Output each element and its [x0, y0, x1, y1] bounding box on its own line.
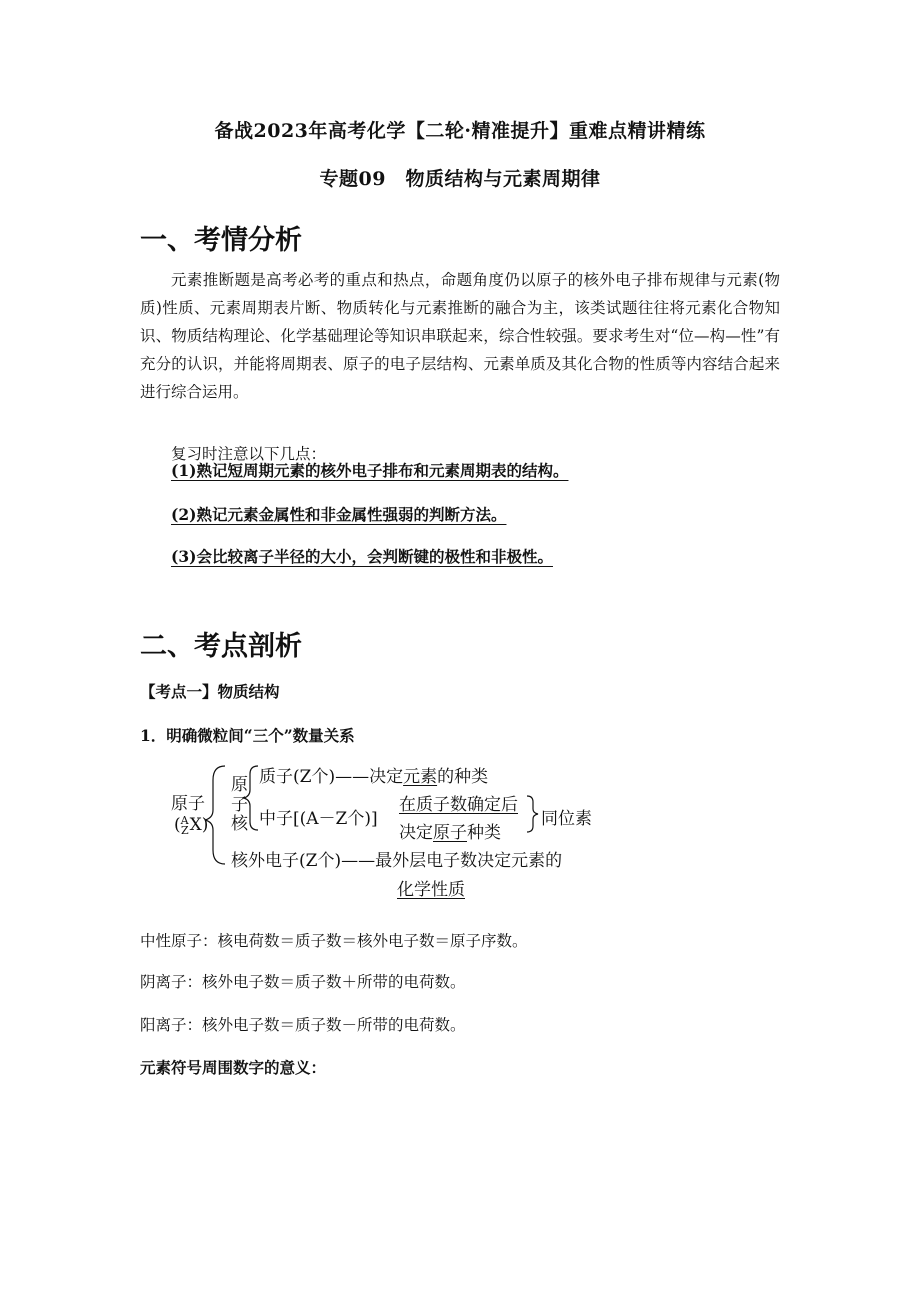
- diagram-isotope-label: 同位素: [541, 809, 592, 829]
- section-heading-breakdown: 二、考点剖析: [140, 631, 302, 662]
- diagram-atom-label: 原子: [171, 794, 205, 814]
- diagram-proton-line: 质子(Z个)——决定元素的种类: [259, 767, 489, 787]
- analysis-paragraph: 元素推断题是高考必考的重点和热点，命题角度仍以原子的核外电子排布规律与元素(物质)性质、元素周期表片断、物质转化与元素推断的融合为主，该类试题往往将元素化合物知识、物质结构理论、化学基础理论等知识串联起来，综合性较强。要求考生对“位—构—性”有充分的认识，并能将周期表、原子的电子层结构、元素单质及其化合物的性质等内容结合起来进行综合运用。: [140, 271, 780, 401]
- document-title: 备战2023年高考化学【二轮·精准提升】重难点精讲精练: [214, 120, 706, 142]
- diagram-neutron-line: 中子[(A－Z个)]: [259, 809, 378, 829]
- kaodian-label: 【考点一】物质结构: [140, 682, 280, 701]
- diagram-nucleus-char-2: 子: [231, 795, 248, 815]
- diagram-neutron-determines: 决定原子种类: [399, 823, 501, 843]
- note-cation: 阳离子：核外电子数＝质子数－所带的电荷数。: [140, 1016, 466, 1034]
- topic-subtitle: 专题09 物质结构与元素周期律: [319, 168, 601, 190]
- diagram-nucleus-char-3: 核: [231, 814, 248, 834]
- symbol-meaning-heading: 元素符号周围数字的意义：: [140, 1058, 327, 1077]
- review-point-3: (3)会比较离子半径的大小，会判断键的极性和非极性。: [171, 547, 553, 566]
- diagram-electron-line: 核外电子(Z个)——最外层电子数决定元素的: [231, 851, 563, 871]
- review-point-1: (1)熟记短周期元素的核外电子排布和元素周期表的结构。: [171, 461, 569, 480]
- note-anion: 阴离子：核外电子数＝质子数＋所带的电荷数。: [140, 973, 466, 991]
- item-heading-1: 1．明确微粒间“三个”数量关系: [140, 726, 355, 745]
- section-heading-analysis: 一、考情分析: [140, 225, 302, 256]
- diagram-nucleus-char-1: 原: [231, 775, 248, 795]
- note-neutral-atom: 中性原子：核电荷数＝质子数＝核外电子数＝原子序数。: [140, 932, 528, 950]
- review-intro: 复习时注意以下几点：: [171, 445, 327, 463]
- diagram-neutron-condition: 在质子数确定后: [399, 795, 518, 815]
- diagram-electron-property: 化学性质: [397, 880, 465, 900]
- diagram-atom-symbol: ( A Z X): [174, 813, 209, 837]
- review-point-2: (2)熟记元素金属性和非金属性强弱的判断方法。: [171, 505, 507, 524]
